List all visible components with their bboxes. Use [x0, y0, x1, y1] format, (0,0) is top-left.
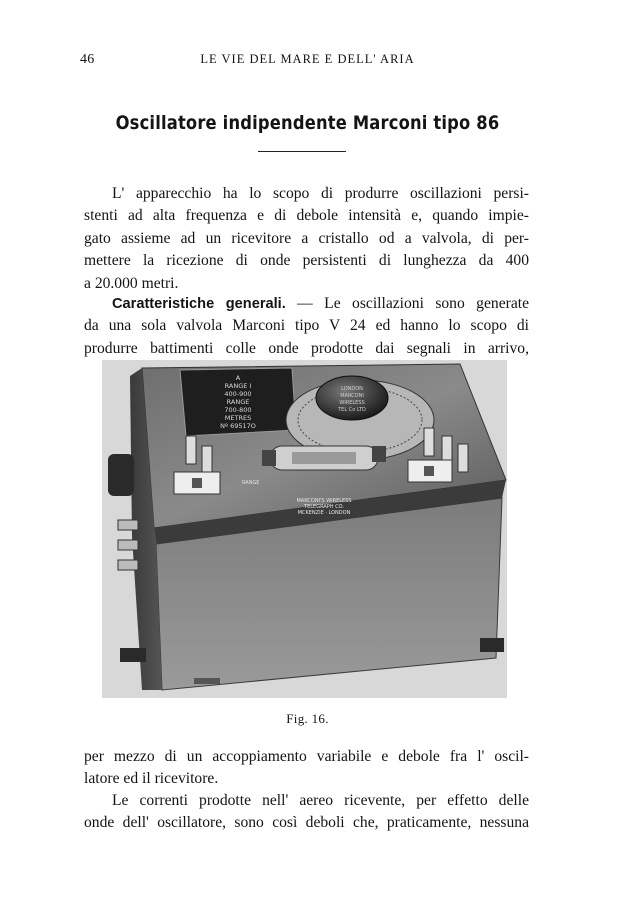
paragraph-continuation	[84, 746, 529, 791]
foot	[480, 638, 504, 652]
terminal-post	[202, 446, 212, 474]
front-clasp	[194, 678, 220, 684]
text-line: per mezzo di un accoppiamento variabile e debole fra l' oscil-	[84, 748, 529, 765]
terminal-post	[186, 436, 196, 464]
text-line: produrre battimenti colle onde prodotte dai segnali in arrivo,	[84, 339, 529, 357]
paragraph-currents	[84, 790, 529, 835]
side-terminal-block	[108, 454, 134, 496]
knob-text: TEL Co LTD	[338, 407, 366, 413]
switch-knob	[192, 478, 202, 488]
foot	[120, 648, 146, 662]
knob-text: LONDON	[341, 386, 363, 392]
title-rule	[258, 151, 346, 152]
text-fragment: — Le oscillazioni sono generate	[285, 295, 529, 312]
plate-text: A	[235, 374, 241, 382]
text-line: onde dell' oscillatore, sono così deboli che, praticamente, nessuna	[84, 814, 529, 832]
text-line: L' apparecchio ha lo scopo di produrre oscillazioni persi-	[112, 185, 529, 202]
text-line: a 20.000 metri.	[84, 274, 179, 292]
side-terminal	[118, 540, 138, 550]
terminal-post	[424, 428, 434, 456]
page-header	[80, 52, 535, 72]
valve-electrode	[292, 452, 356, 464]
maker-text: MARCONI'S WIRELESS	[296, 498, 352, 504]
text-line	[84, 293, 529, 315]
side-terminal	[118, 520, 138, 530]
text-line: Le correnti prodotte nell' aereo ricevente, per effetto delle	[112, 792, 529, 809]
knob-text: MARCONI	[340, 393, 364, 399]
terminal-post	[458, 444, 468, 472]
plate-text: METRES	[224, 414, 252, 422]
oscillator-illustration	[102, 360, 507, 698]
text-line: latore ed il ricevitore.	[84, 770, 219, 788]
valve-holder	[372, 446, 386, 462]
knob-text: WIRELESS	[339, 400, 365, 406]
text-line: da una sola valvola Marconi tipo V 24 ed hanno lo scopo di	[84, 317, 529, 335]
plate-text: 700-800	[224, 406, 252, 414]
text-line: mettere la ricezione di onde persistenti di lunghezza da 400	[84, 252, 529, 270]
plate-text: 400-900	[224, 390, 252, 398]
text-line: stenti ad alta frequenza e di debole intensità e, quando impie-	[84, 207, 529, 225]
paragraph-general-characteristics	[84, 293, 529, 360]
page-number: 46	[80, 52, 95, 67]
valve-holder	[262, 450, 276, 466]
text-line: gato assieme ad un ricevitore a cristallo od a valvola, di per-	[84, 229, 529, 247]
switch-knob	[424, 466, 434, 476]
section-title: Oscillatore indipendente Marconi tipo 86	[115, 112, 500, 134]
range-label: RANGE	[242, 480, 260, 486]
plate-text: RANGE	[226, 398, 250, 406]
plate-text: Nº 69517O	[220, 422, 256, 430]
paragraph-intro	[84, 183, 529, 295]
maker-text: MCKENZIE · LONDON	[297, 510, 351, 516]
figure-caption: Fig. 16.	[286, 711, 329, 726]
side-terminal	[118, 560, 138, 570]
subheading: Caratteristiche generali.	[112, 296, 286, 312]
plate-text: RANGE I	[224, 382, 252, 390]
figure-oscillator-photo	[102, 360, 507, 698]
running-head: LE VIE DEL MARE E DELL' ARIA	[200, 52, 415, 66]
maker-text: TELEGRAPH CO.	[304, 504, 344, 510]
